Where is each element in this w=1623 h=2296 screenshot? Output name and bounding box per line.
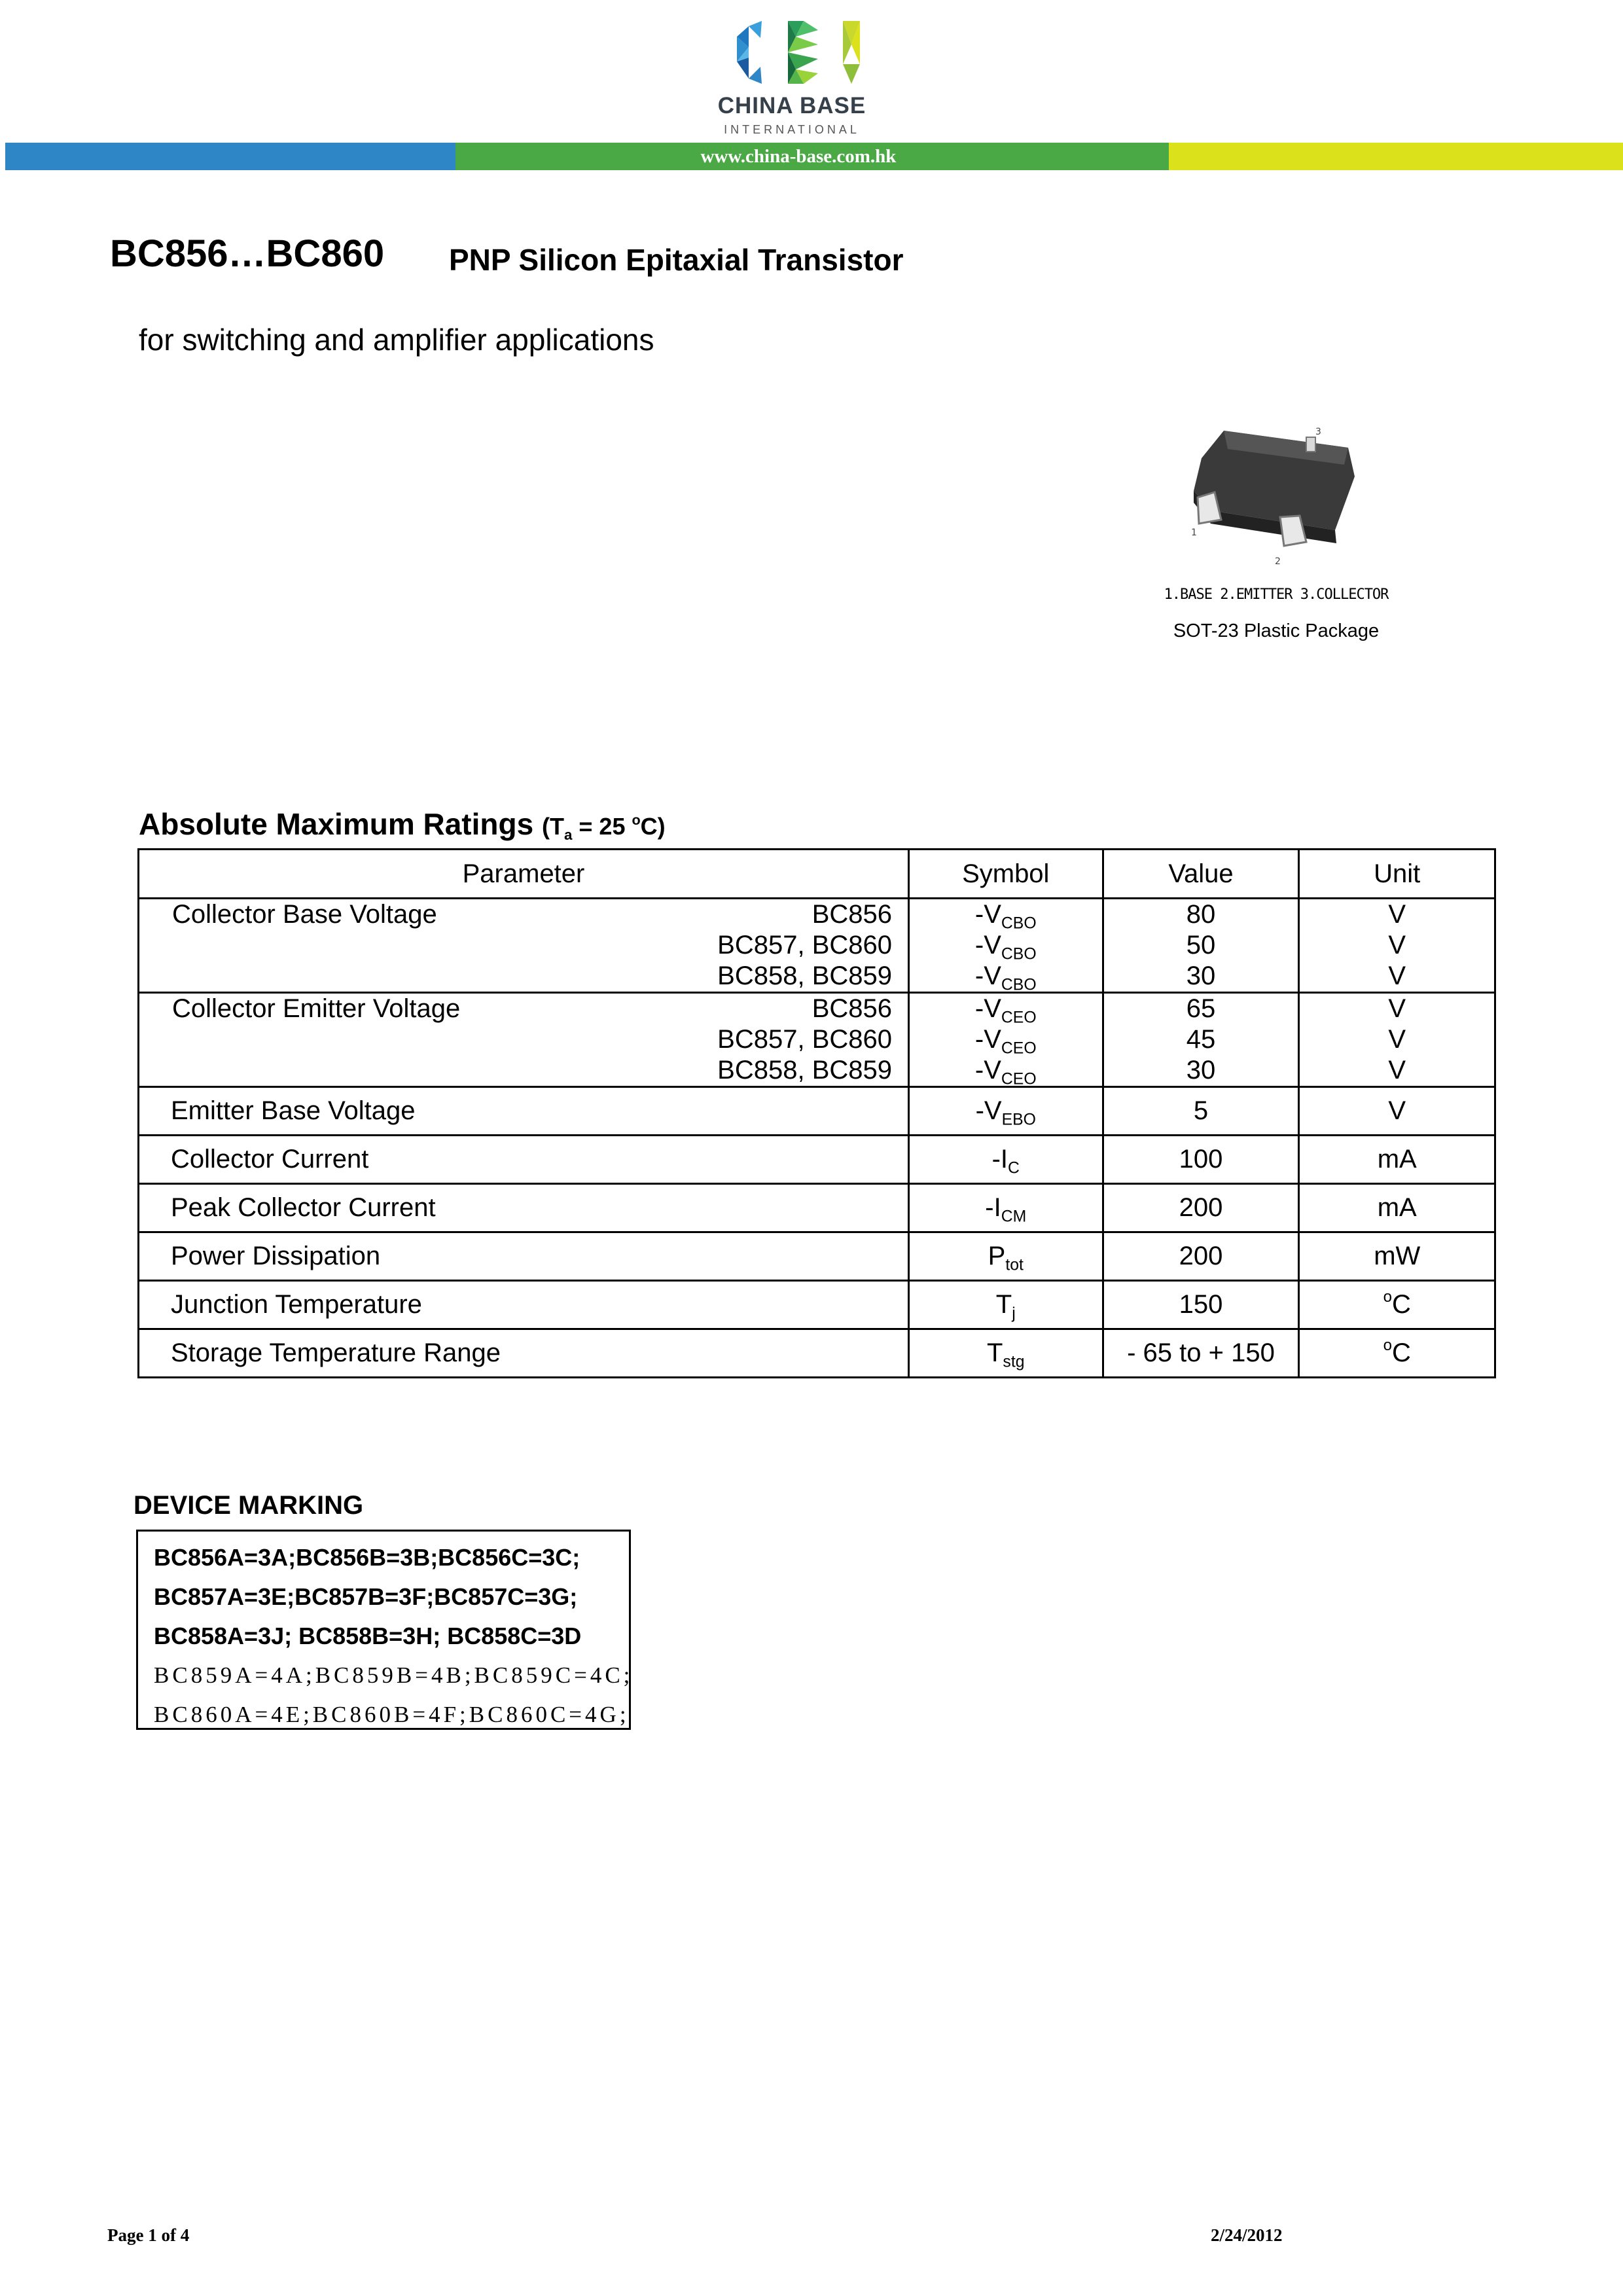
unit: V (1299, 1087, 1495, 1136)
header-value: Value (1103, 850, 1299, 899)
value: 80 (1186, 900, 1216, 929)
table-row (139, 1136, 1495, 1184)
pin-label-1: 1 (1191, 528, 1197, 538)
ratings-title-text: Absolute Maximum Ratings (139, 807, 534, 841)
website-link[interactable]: www.china-base.com.hk (700, 146, 897, 167)
marking-line: BC858A=3J; BC858B=3H; BC858C=3D (154, 1623, 582, 1649)
page-number: Page 1 of 4 (107, 2225, 190, 2245)
parameter-name: Emitter Base Voltage (171, 1096, 416, 1125)
table-row (139, 1087, 1495, 1136)
parameter-name: Collector Base Voltage (172, 900, 437, 929)
application-subtitle: for switching and amplifier applications (139, 323, 654, 357)
value: - 65 to + 150 (1103, 1329, 1299, 1378)
header-unit: Unit (1299, 850, 1495, 899)
ratings-table (137, 848, 1496, 1378)
table-row-vceo (139, 993, 1495, 1087)
symbol: $-V_{CEO}$ (974, 1056, 1037, 1088)
table-row (139, 1184, 1495, 1232)
ratings-condition: ($T_a = 25$ $^o$C) (541, 811, 666, 843)
value: 5 (1103, 1087, 1299, 1136)
company-name: CHINA BASE (717, 93, 866, 118)
ratings-title (139, 806, 666, 842)
device-marking-box (136, 1530, 631, 1730)
header-symbol: Symbol (909, 850, 1103, 899)
value: 100 (1103, 1136, 1299, 1184)
table-row (139, 1281, 1495, 1329)
device-marking-title: DEVICE MARKING (134, 1491, 364, 1520)
value: 45 (1186, 1025, 1216, 1054)
parameter-name: Peak Collector Current (171, 1193, 436, 1222)
unit: mW (1299, 1232, 1495, 1281)
header-parameter: Parameter (139, 850, 909, 899)
parameter-name: Collector Current (171, 1145, 369, 1174)
table-row (139, 1329, 1495, 1378)
device-name: BC856 (812, 900, 892, 929)
device-name: BC857, BC860 (717, 931, 892, 960)
value: 30 (1186, 961, 1216, 990)
symbol: $-I_C$ (909, 1136, 1103, 1184)
unit: V (1388, 1025, 1406, 1054)
value: 50 (1186, 931, 1216, 960)
part-number-title: BC856…BC860 (110, 232, 385, 275)
table-row (139, 1232, 1495, 1281)
pin-label-2: 2 (1275, 556, 1281, 567)
unit: V (1388, 931, 1406, 960)
unit: V (1388, 900, 1406, 929)
sot23-package-image (1185, 419, 1368, 576)
value: 200 (1103, 1232, 1299, 1281)
table-row-vcbo (139, 899, 1495, 993)
band-yellow (1169, 143, 1623, 170)
band-blue (5, 143, 455, 170)
device-description: PNP Silicon Epitaxial Transistor (449, 243, 904, 277)
device-name: BC858, BC859 (717, 1056, 892, 1085)
document-date: 2/24/2012 (1211, 2225, 1283, 2245)
unit: mA (1299, 1136, 1495, 1184)
symbol: $-V_{CEO}$ (974, 994, 1037, 1027)
symbol: $-V_{CBO}$ (974, 931, 1037, 963)
value: 200 (1103, 1184, 1299, 1232)
device-name: BC857, BC860 (717, 1025, 892, 1054)
pin-assignment: 1.BASE 2.EMITTER 3.COLLECTOR (1164, 586, 1389, 603)
parameter-name: Power Dissipation (171, 1242, 381, 1270)
device-name: BC856 (812, 994, 892, 1023)
parameter-name: Collector Emitter Voltage (172, 994, 461, 1023)
parameter-name: Junction Temperature (171, 1290, 422, 1319)
unit: V (1388, 1056, 1406, 1085)
package-name: SOT-23 Plastic Package (1173, 620, 1380, 641)
marking-line: BC857A=3E;BC857B=3F;BC857C=3G; (154, 1583, 578, 1610)
unit: V (1388, 994, 1406, 1023)
company-subtitle: INTERNATIONAL (724, 123, 860, 136)
value: 30 (1186, 1056, 1216, 1085)
value: 150 (1103, 1281, 1299, 1329)
unit: $^o$C (1299, 1281, 1495, 1329)
symbol: $-I_{CM}$ (909, 1184, 1103, 1232)
symbol: $-V_{CBO}$ (974, 900, 1037, 933)
symbol: $-V_{CBO}$ (974, 961, 1037, 994)
marking-line: BC860A=4E;BC860B=4F;BC860C=4G; (154, 1702, 630, 1727)
unit: V (1388, 961, 1406, 990)
unit: $^o$C (1299, 1329, 1495, 1378)
symbol: $-V_{EBO}$ (909, 1087, 1103, 1136)
unit: mA (1299, 1184, 1495, 1232)
symbol: $T_{stg}$ (909, 1329, 1103, 1378)
marking-line: BC856A=3A;BC856B=3B;BC856C=3C; (154, 1544, 580, 1571)
value: 65 (1186, 994, 1216, 1023)
symbol: $P_{tot}$ (909, 1232, 1103, 1281)
symbol: $-V_{CEO}$ (974, 1025, 1037, 1058)
cbi-logo (732, 18, 883, 86)
parameter-name: Storage Temperature Range (171, 1338, 501, 1367)
marking-line: BC859A=4A;BC859B=4B;BC859C=4C; (154, 1662, 633, 1688)
pin-label-3: 3 (1315, 427, 1321, 437)
table-header-row (139, 850, 1495, 899)
symbol: $T_j$ (909, 1281, 1103, 1329)
device-name: BC858, BC859 (717, 961, 892, 990)
